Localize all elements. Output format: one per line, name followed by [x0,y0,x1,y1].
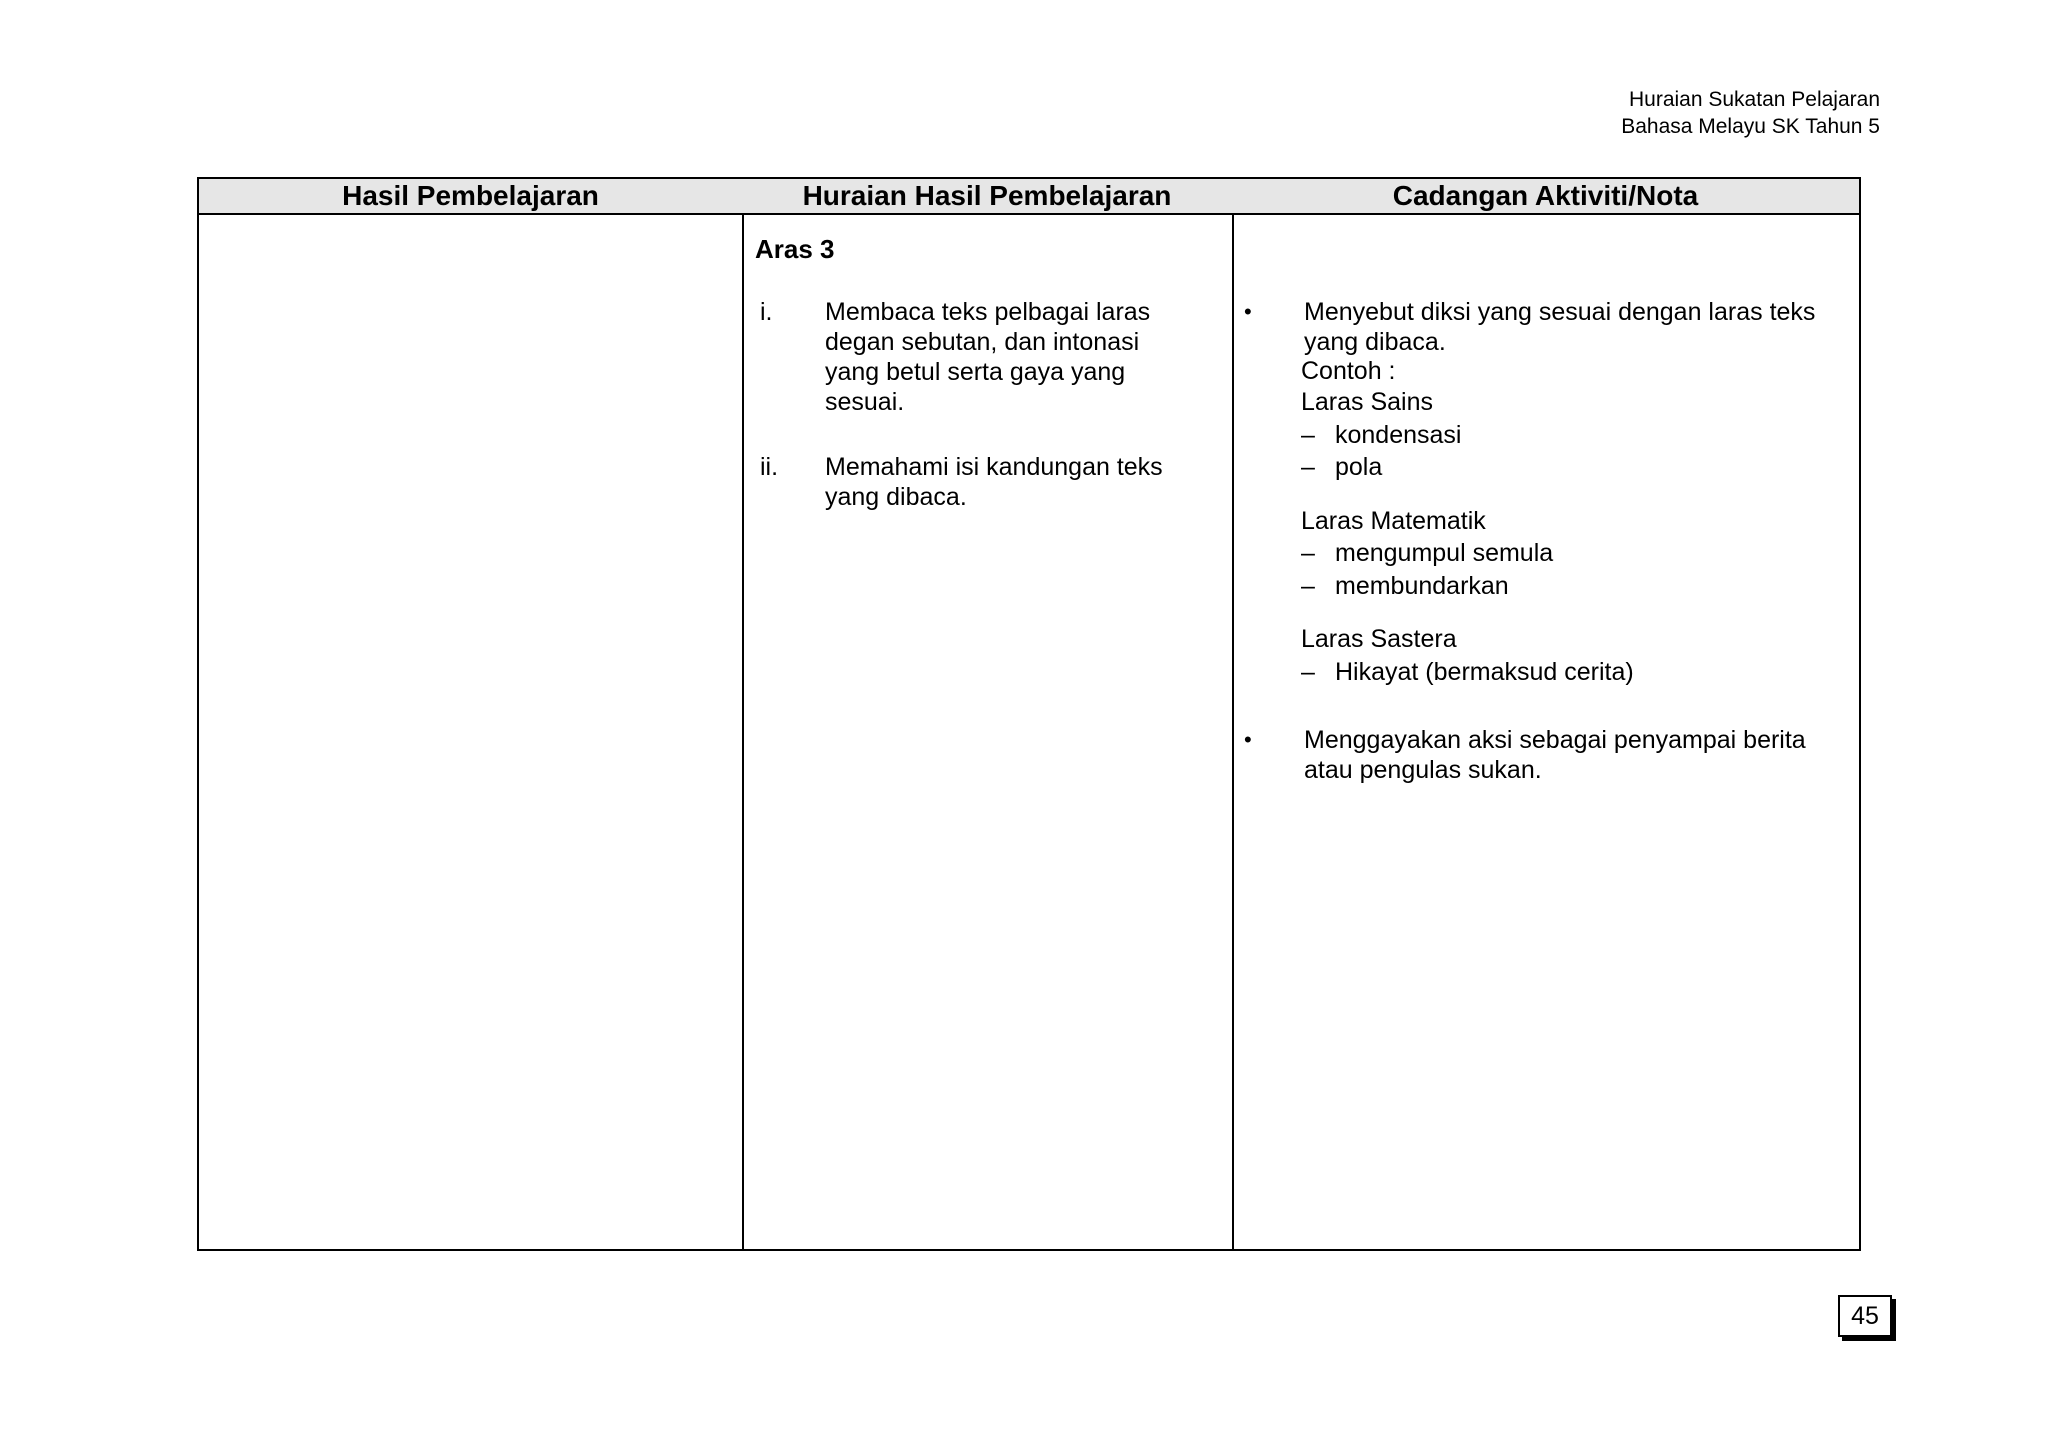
dash-item-text: mengumpul semula [1335,539,1554,567]
document-header [1621,86,1880,140]
group-title: Laras Sains [1301,388,1434,416]
dash-icon: – [1301,453,1315,481]
group-title: Laras Sastera [1301,625,1457,653]
header-cadangan-aktiviti: Cadangan Aktiviti/Nota [1232,179,1859,215]
group-title: Laras Matematik [1301,507,1486,535]
column-huraian [742,179,1234,1249]
header-hasil-pembelajaran: Hasil Pembelajaran [199,179,742,215]
dash-icon: – [1301,421,1315,449]
item-text: Memahami isi kandungan teks yang dibaca. [825,453,1163,511]
header-line-2: Bahasa Melayu SK Tahun 5 [1621,115,1880,138]
page-number: 45 [1838,1295,1892,1337]
bullet-text: Menyebut diksi yang sesuai dengan laras teks yang dibaca. [1304,298,1816,356]
header-line-1: Huraian Sukatan Pelajaran [1629,88,1880,111]
syllabus-table [197,177,1861,1251]
column-cadangan [1232,179,1859,1249]
level-label: Aras 3 [755,234,835,264]
dash-item-text: pola [1335,453,1383,481]
bullet-text: Menggayakan aksi sebagai penyampai berita atau pengulas sukan. [1304,726,1806,784]
dash-item-text: Hikayat (bermaksud cerita) [1335,658,1634,686]
dash-icon: – [1301,572,1315,600]
column-hasil [199,179,744,1249]
item-number: ii. [760,453,779,481]
bullet-icon: • [1244,299,1252,324]
dash-icon: – [1301,658,1315,686]
bullet-icon: • [1244,727,1252,752]
dash-icon: – [1301,539,1315,567]
dash-item-text: membundarkan [1335,572,1509,600]
item-text: Membaca teks pelbagai laras degan sebutan, dan intonasi yang betul serta gaya yang sesuai. [825,298,1151,416]
contoh-label: Contoh : [1301,357,1396,385]
dash-item-text: kondensasi [1335,421,1462,449]
header-huraian-hasil: Huraian Hasil Pembelajaran [742,179,1232,215]
item-number: i. [760,298,773,326]
